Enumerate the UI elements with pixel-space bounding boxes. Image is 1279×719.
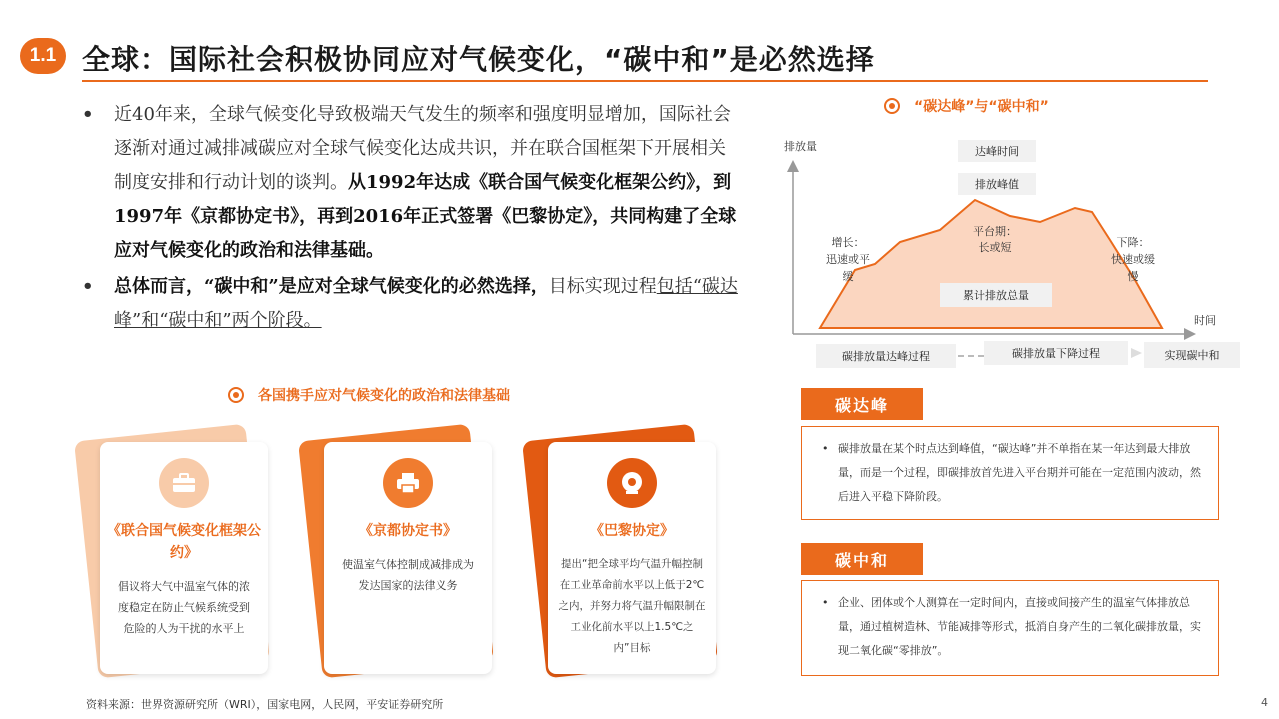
stage-decline-box: 碳排放量下降过程: [984, 341, 1128, 365]
card-body: [324, 442, 492, 674]
peak-value-box: 排放峰值: [958, 173, 1036, 195]
cumulative-emission-box: 累计排放总量: [940, 283, 1052, 307]
stage-connector: [958, 355, 984, 357]
target-icon: [884, 98, 900, 114]
briefcase-icon: [159, 458, 209, 508]
bullet-item-1: [78, 98, 738, 268]
peak-time-box: 达峰时间: [958, 140, 1036, 162]
page-number: 4: [1261, 696, 1268, 709]
target-icon: [228, 387, 244, 403]
chart-heading: [884, 96, 1049, 116]
card-title: 《巴黎协定》: [590, 523, 674, 539]
bullet-1-text: 近40年来，全球气候变化导致极端天气发生的频率和强度明显增加，国际社会逐渐对通过减排减碳应对全球气候变化达成共识，并在联合国框架下开展相关制度安排和行动计划的谈判。: [114, 104, 731, 193]
section-number-badge: 1.1: [20, 38, 66, 74]
chart-heading-text: “碳达峰”与“碳中和”: [914, 99, 1049, 115]
growth-label: 增长： 迅速或平 缓: [826, 236, 870, 283]
decline-label: 下降： 快速或缓 慢: [1111, 236, 1155, 283]
carbon-peak-text: 碳排放量在某个时点达到峰值，“碳达峰”并不单指在某一年达到最大排放量，而是一个过程，即碳排放首先进入平台期并可能在一定范围内波动，然后进入平稳下降阶段。: [838, 442, 1201, 503]
card-description: 提出“把全球平均气温升幅控制在工业革命前水平以上低于2℃之内，并努力将气温升幅限制在工业化前水平以上1.5℃之内”目标: [558, 558, 706, 654]
card-body: [100, 442, 268, 674]
bullet-marker: •: [822, 596, 829, 609]
plateau-label: 平台期： 长或短: [973, 225, 1017, 254]
legal-basis-heading: [228, 385, 510, 405]
carbon-neutral-tag: 碳中和: [801, 543, 923, 575]
source-note: 资料来源：世界资源研究所（WRI），国家电网，人民网，平安证券研究所: [86, 698, 444, 711]
bullet-2-text: 目标实现过程: [548, 276, 657, 297]
bullet-2-underlined-text: 包括“碳达峰”和“碳中和”两个阶段。: [114, 276, 738, 331]
carbon-neutral-definition: [801, 580, 1219, 676]
card-title: 《京都协定书》: [359, 523, 457, 539]
bullet-marker: •: [822, 442, 829, 455]
bullet-marker: •: [82, 276, 94, 297]
card-title: 《联合国气候变化框架公约》: [107, 523, 261, 561]
page-title: 全球：国际社会积极协同应对气候变化，“碳中和”是必然选择: [82, 43, 875, 76]
card-paris: [534, 432, 706, 670]
carbon-peak-tag: 碳达峰: [801, 388, 923, 420]
card-description: 倡议将大气中温室气体的浓度稳定在防止气候系统受到危险的人为干扰的水平上: [118, 580, 250, 635]
card-body: [548, 442, 716, 674]
stage-peaking-box: 碳排放量达峰过程: [816, 344, 956, 368]
bullet-marker: •: [82, 104, 94, 125]
card-description: 使温室气体控制成减排成为发达国家的法律义务: [342, 558, 474, 592]
printer-icon: [383, 458, 433, 508]
bullet-list: [78, 98, 738, 340]
card-unfccc: [86, 432, 261, 670]
record-icon: [607, 458, 657, 508]
bullet-item-2: [78, 270, 738, 338]
x-axis-label: 时间: [1194, 314, 1216, 327]
card-kyoto: [310, 432, 482, 670]
title-divider: [82, 80, 1208, 82]
stage-neutrality-box: 实现碳中和: [1144, 342, 1240, 368]
bullet-2-bold-text: 总体而言，“碳中和”是应对全球气候变化的必然选择，: [114, 276, 549, 297]
carbon-neutral-text: 企业、团体或个人测算在一定时间内，直接或间接产生的温室气体排放总量，通过植树造林、节能减排等形式，抵消自身产生的二氧化碳排放量，实现二氧化碳“零排放”。: [838, 596, 1201, 657]
bullet-1-bold-text: 从1992年达成《联合国气候变化框架公约》，到1997年《京都协定书》，再到2016年正式签署《巴黎协定》，共同构建了全球应对气候变化的政治和法律基础。: [114, 172, 737, 261]
legal-basis-heading-text: 各国携手应对气候变化的政治和法律基础: [258, 388, 510, 404]
arrow-right-icon: [1130, 346, 1144, 360]
y-axis-label: 排放量: [784, 140, 817, 153]
carbon-peak-definition: [801, 426, 1219, 520]
